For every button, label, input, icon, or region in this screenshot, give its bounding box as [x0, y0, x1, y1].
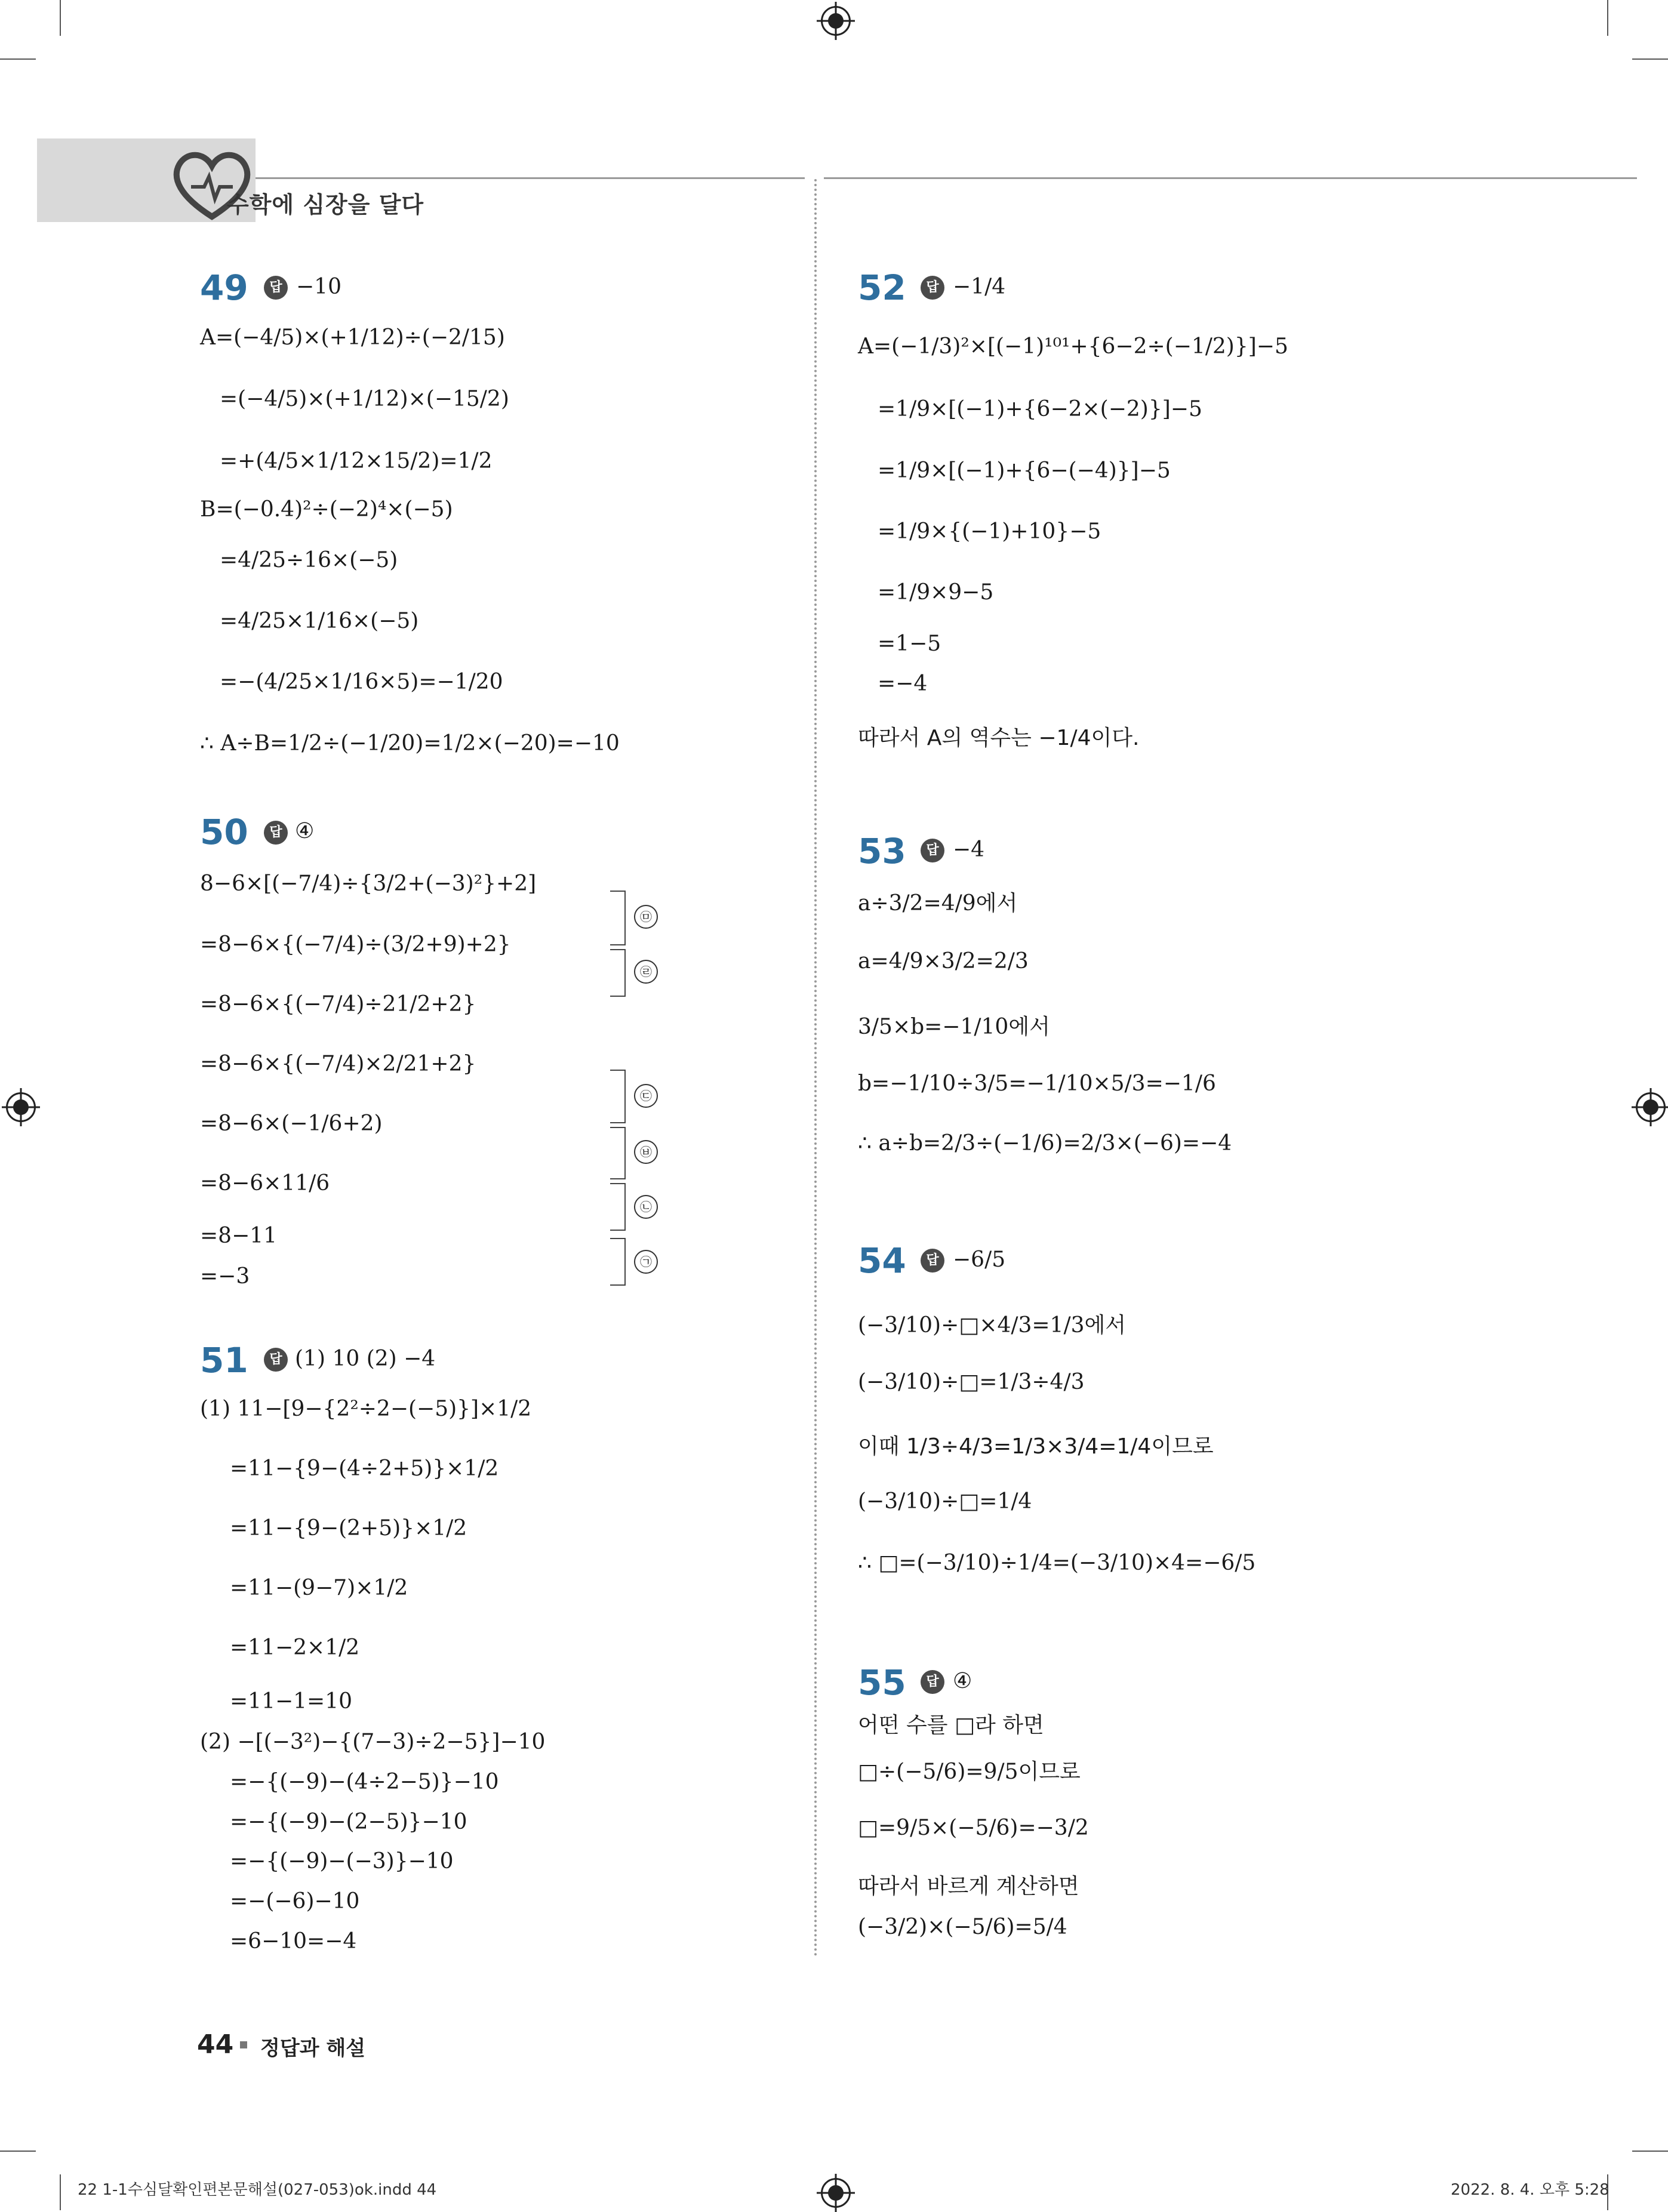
solution-line: A=(−1/3)²×[(−1)¹⁰¹+{6−2÷(−1/2)}]−5	[858, 334, 1288, 359]
step-bracket	[610, 1238, 626, 1286]
solution-line: =−(4/25×1/16×5)=−1/20	[220, 670, 503, 694]
answer-badge: 답	[264, 821, 288, 845]
registration-mark-icon	[821, 2178, 851, 2208]
solution-line: (2) −[(−3²)−{(7−3)÷2−5}]−10	[200, 1730, 546, 1754]
crop-mark	[1607, 0, 1608, 36]
registration-mark-icon	[821, 6, 851, 36]
step-label-icon: ㉥	[634, 1140, 658, 1164]
solution-line: 따라서 바르게 계산하면	[858, 1874, 1079, 1899]
solution-line: =11−1=10	[230, 1689, 353, 1714]
solution-line: =6−10=−4	[230, 1929, 357, 1954]
crop-mark	[0, 58, 36, 60]
step-bracket	[610, 1070, 626, 1123]
step-label-icon: ㉠	[634, 1250, 658, 1274]
solution-line: =8−6×11/6	[200, 1171, 330, 1196]
problem-number: 52	[858, 267, 906, 308]
solution-line: =8−6×{(−7/4)×2/21+2}	[200, 1052, 476, 1076]
page-number: 44	[197, 2029, 234, 2060]
solution-line: =4/25÷16×(−5)	[220, 548, 398, 572]
header-rule-left	[256, 177, 805, 179]
solution-line: =−{(−9)−(−3)}−10	[230, 1849, 454, 1874]
solution-line: =8−6×{(−7/4)÷21/2+2}	[200, 992, 476, 1016]
answer: (1) 10 (2) −4	[295, 1347, 436, 1371]
solution-line: =4/25×1/16×(−5)	[220, 609, 419, 633]
solution-line: (−3/10)÷□×4/3=1/3에서	[858, 1313, 1127, 1338]
solution-line: □=9/5×(−5/6)=−3/2	[858, 1816, 1089, 1840]
crop-mark	[60, 2174, 61, 2210]
crop-mark	[60, 0, 61, 36]
step-bracket	[610, 1183, 626, 1231]
problem-number: 55	[858, 1662, 906, 1703]
footer-bullet	[240, 2041, 247, 2048]
solution-line: 어떤 수를 □라 하면	[858, 1713, 1044, 1737]
solution-line: a=4/9×3/2=2/3	[858, 949, 1029, 973]
answer-badge: 답	[921, 1249, 944, 1273]
problem-number: 54	[858, 1240, 906, 1281]
solution-line: □÷(−5/6)=9/5이므로	[858, 1760, 1081, 1784]
solution-line: ∴ □=(−3/10)÷1/4=(−3/10)×4=−6/5	[858, 1551, 1256, 1575]
step-label-icon: ㉣	[634, 960, 658, 984]
solution-line: =−3	[200, 1264, 250, 1289]
solution-line: =(−4/5)×(+1/12)×(−15/2)	[220, 387, 509, 411]
solution-line: =1−5	[878, 631, 941, 656]
solution-line: 이때 1/3÷4/3=1/3×3/4=1/4이므로	[858, 1434, 1214, 1459]
solution-line: A=(−4/5)×(+1/12)÷(−2/15)	[200, 325, 505, 350]
solution-line: =1/9×9−5	[878, 580, 994, 605]
answer-badge: 답	[264, 1348, 288, 1372]
answer: −6/5	[953, 1247, 1006, 1272]
registration-mark-icon	[6, 1092, 36, 1122]
solution-line: (−3/10)÷□=1/3÷4/3	[858, 1370, 1085, 1394]
step-label-icon: ㉤	[634, 905, 658, 929]
header-title: 수학에 심장을 달다	[227, 192, 424, 218]
answer: −4	[953, 837, 985, 862]
answer: −1/4	[953, 275, 1006, 299]
print-slug-file: 22 1-1수심달확인편본문해설(027-053)ok.indd 44	[78, 2181, 437, 2199]
footer-section: 정답과 해설	[260, 2037, 366, 2060]
solution-line: ∴ a÷b=2/3÷(−1/6)=2/3×(−6)=−4	[858, 1131, 1232, 1156]
solution-line: =+(4/5×1/12×15/2)=1/2	[220, 449, 493, 473]
crop-mark	[0, 2151, 36, 2152]
solution-line: b=−1/10÷3/5=−1/10×5/3=−1/6	[858, 1071, 1216, 1096]
solution-line: =1/9×[(−1)+{6−2×(−2)}]−5	[878, 397, 1202, 421]
solution-line: =11−(9−7)×1/2	[230, 1576, 408, 1600]
solution-line: =−4	[878, 671, 928, 696]
solution-line: B=(−0.4)²÷(−2)⁴×(−5)	[200, 497, 453, 522]
solution-line: =1/9×[(−1)+{6−(−4)}]−5	[878, 458, 1171, 483]
step-label-icon: ㉡	[634, 1195, 658, 1219]
solution-line: =8−6×{(−7/4)÷(3/2+9)+2}	[200, 932, 511, 957]
registration-mark-icon	[1636, 1092, 1666, 1122]
solution-line: =11−{9−(4÷2+5)}×1/2	[230, 1456, 499, 1481]
column-divider	[814, 179, 817, 1958]
answer: ④	[953, 1669, 973, 1693]
step-bracket	[610, 891, 626, 945]
problem-number: 50	[200, 812, 248, 852]
problem-number: 51	[200, 1340, 248, 1381]
problem-number: 49	[200, 267, 248, 308]
step-bracket	[610, 949, 626, 997]
solution-line: (1) 11−[9−{2²÷2−(−5)}]×1/2	[200, 1397, 532, 1421]
answer-badge: 답	[921, 839, 944, 862]
problem-number: 53	[858, 831, 906, 871]
solution-line: =−{(−9)−(4÷2−5)}−10	[230, 1770, 499, 1794]
crop-mark	[1632, 58, 1668, 60]
answer-badge: 답	[921, 276, 944, 300]
crop-mark	[1632, 2151, 1668, 2152]
solution-line: (−3/2)×(−5/6)=5/4	[858, 1915, 1067, 1939]
solution-line: 따라서 A의 역수는 −1/4이다.	[858, 726, 1140, 750]
header-rule-right	[824, 177, 1637, 179]
print-slug-datetime: 2022. 8. 4. 오후 5:28	[1451, 2181, 1609, 2199]
answer-badge: 답	[264, 276, 288, 300]
answer: −10	[296, 275, 341, 299]
solution-line: =11−{9−(2+5)}×1/2	[230, 1516, 467, 1541]
answer-badge: 답	[921, 1670, 944, 1694]
solution-line: 3/5×b=−1/10에서	[858, 1015, 1050, 1039]
step-label-icon: ㉢	[634, 1084, 658, 1108]
solution-line: 8−6×[(−7/4)÷{3/2+(−3)²}+2]	[200, 871, 537, 896]
step-bracket	[610, 1127, 626, 1179]
solution-line: =8−6×(−1/6+2)	[200, 1111, 383, 1136]
solution-line: =11−2×1/2	[230, 1635, 360, 1660]
solution-line: =−(−6)−10	[230, 1889, 360, 1914]
solution-line: =1/9×{(−1)+10}−5	[878, 519, 1101, 544]
solution-line: (−3/10)÷□=1/4	[858, 1489, 1032, 1514]
solution-line: =8−11	[200, 1224, 278, 1248]
solution-line: ∴ A÷B=1/2÷(−1/20)=1/2×(−20)=−10	[200, 731, 620, 756]
answer: ④	[295, 819, 315, 843]
solution-line: =−{(−9)−(2−5)}−10	[230, 1810, 467, 1834]
solution-line: a÷3/2=4/9에서	[858, 891, 1018, 916]
